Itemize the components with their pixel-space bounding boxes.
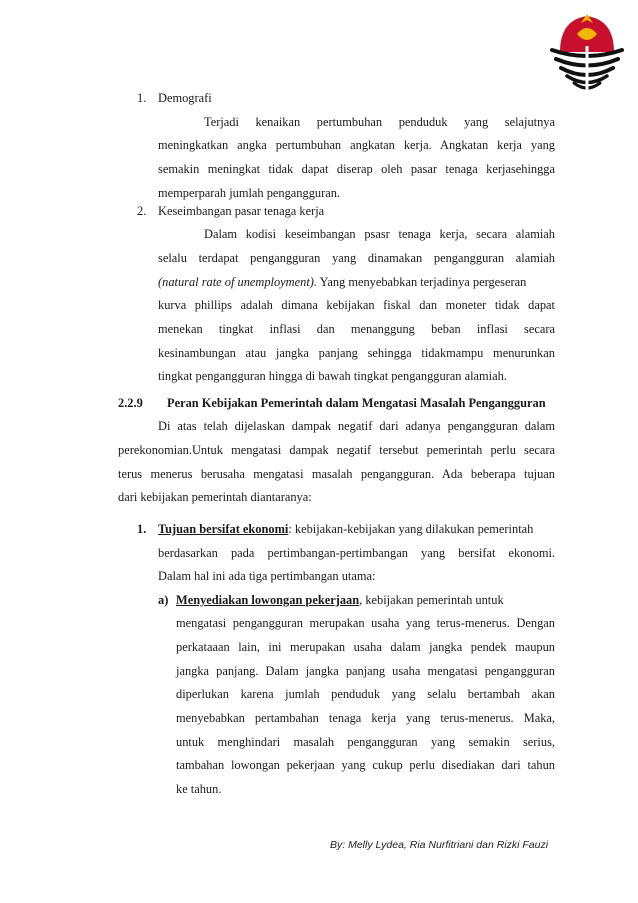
paragraph-line: menyebabkan pertambahan tenaga kerja yang terus-menerus. Maka, bbox=[176, 711, 555, 725]
paragraph-line: berdasarkan pada pertimbangan-pertimbangan yang bersifat ekonomi. bbox=[158, 546, 555, 560]
page-footer: By: Melly Lydea, Ria Nurfitriani dan Rizki Fauzi bbox=[330, 839, 549, 851]
paragraph-line: Dalam kodisi keseimbangan psasr tenaga kerja, secara alamiah bbox=[204, 227, 555, 241]
sub-item-label: a) bbox=[158, 593, 169, 607]
paragraph-line: ke tahun. bbox=[176, 782, 222, 796]
italic-term: (natural rate of unemployment). bbox=[158, 275, 317, 289]
item-title-keseimbangan: Keseimbangan pasar tenaga kerja bbox=[158, 204, 325, 218]
paragraph-line: perkataaan lain, ini merupakan usaha dalam jangka pendek maupun bbox=[176, 640, 555, 654]
paragraph-line: kesinambungan atau jangka panjang sehingga tidakmampu menurunkan bbox=[158, 346, 555, 360]
paragraph-line: semakin meningkat tidak dapat diserap oleh pasar tenaga kerjasehingga bbox=[158, 162, 555, 176]
university-logo-icon bbox=[546, 12, 628, 96]
item-title-demografi: Demografi bbox=[158, 91, 212, 105]
paragraph-line: kurva phillips adalah dimana kebijakan fiskal dan moneter tidak dapat bbox=[158, 298, 555, 312]
goal-number: 1. bbox=[137, 522, 147, 536]
paragraph-line: meningkatkan angka pertumbuhan angkatan kerja. Angkatan kerja yang bbox=[158, 138, 555, 152]
section-number: 2.2.9 bbox=[118, 396, 143, 410]
paragraph-line: terus menerus berusaha mengatasi masalah pengangguran. Ada beberapa tujuan bbox=[118, 467, 555, 481]
paragraph-line: Terjadi kenaikan pertumbuhan penduduk yang selajutnya bbox=[204, 115, 555, 129]
paragraph-line: selalu terdapat pengangguran yang dinamakan pengangguran alamiah bbox=[158, 251, 555, 265]
paragraph-line: dari kebijakan pemerintah diantaranya: bbox=[118, 490, 312, 504]
paragraph-line: perekonomian.Untuk mengatasi dampak negatif tersebut pemerintah perlu secara bbox=[118, 443, 555, 457]
sub-item-title: Menyediakan lowongan pekerjaan bbox=[176, 593, 360, 607]
sub-item-line bbox=[176, 592, 504, 608]
paragraph-line: tambahan lowongan pekerjaan yang cukup perlu disediakan dari tahun bbox=[176, 758, 555, 772]
text-run: : kebijakan-kebijakan yang dilakukan pemerintah bbox=[288, 522, 534, 536]
text-run: , kebijakan pemerintah untuk bbox=[359, 593, 504, 607]
text-run: Yang menyebabkan terjadinya pergeseran bbox=[317, 275, 527, 289]
paragraph-line: jangka panjang. Dalam jangka panjang usaha mengatasi pengangguran bbox=[176, 664, 555, 678]
paragraph-line: menekan tingkat inflasi dan menanggung beban inflasi secara bbox=[158, 322, 555, 336]
list-number-2: 2. bbox=[137, 204, 147, 218]
list-number-1: 1. bbox=[137, 91, 147, 105]
paragraph-line: tingkat pengangguran hingga di bawah tingkat pengangguran alamiah. bbox=[158, 369, 507, 383]
paragraph-line-italic bbox=[158, 274, 526, 290]
goal-title: Tujuan bersifat ekonomi bbox=[158, 522, 289, 536]
paragraph-line: Di atas telah dijelaskan dampak negatif dari adanya pengangguran dalam bbox=[158, 419, 555, 433]
paragraph-line: mengatasi pengangguran merupakan usaha yang terus-menerus. Dengan bbox=[176, 616, 555, 630]
paragraph-line: Dalam hal ini ada tiga pertimbangan utama: bbox=[158, 569, 376, 583]
paragraph-line: diperlukan karena jumlah penduduk yang selalu bertambah akan bbox=[176, 687, 555, 701]
section-title: Peran Kebijakan Pemerintah dalam Mengatasi Masalah Pengangguran bbox=[167, 396, 546, 410]
paragraph-line: memperparah jumlah pengangguran. bbox=[158, 186, 341, 200]
goal-line bbox=[158, 521, 533, 537]
paragraph-line: untuk menghindari masalah pengangguran yang semakin serius, bbox=[176, 735, 555, 749]
